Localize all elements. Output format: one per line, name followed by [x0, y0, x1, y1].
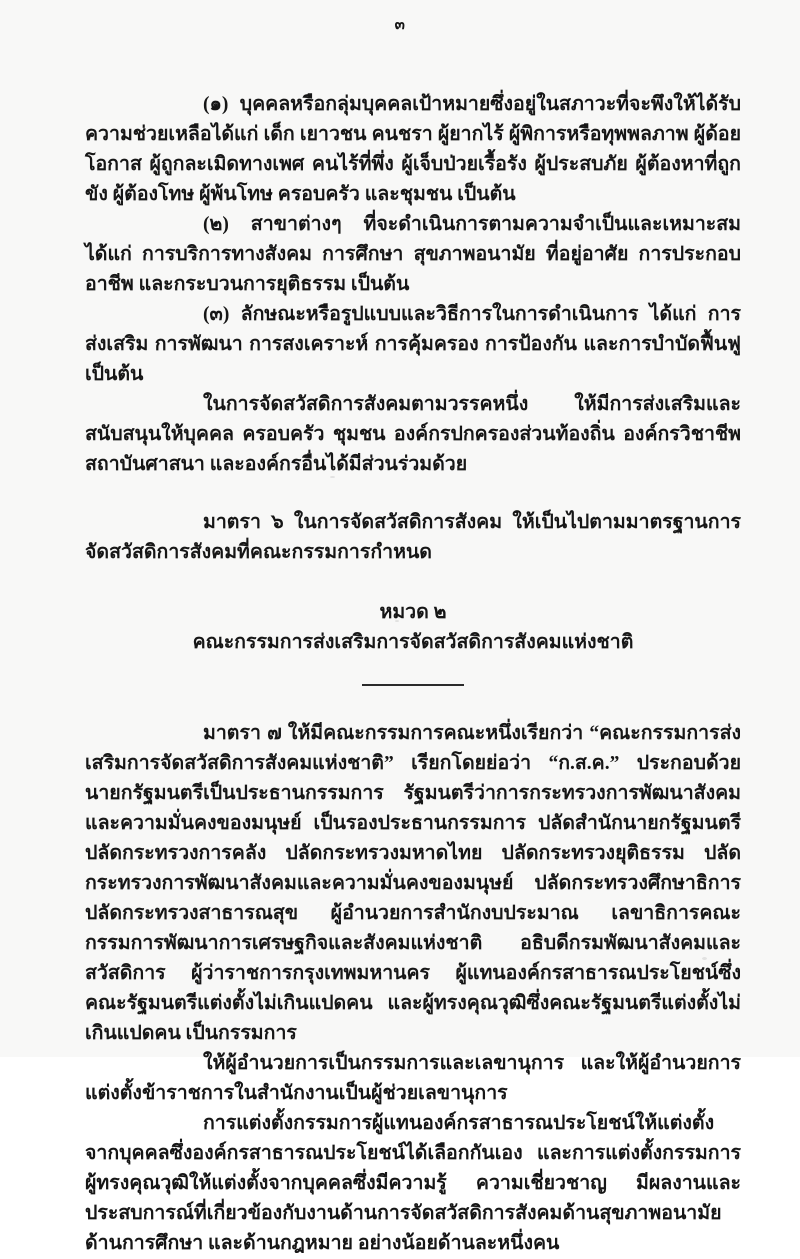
closing-paragraph: ในการจัดสวัสดิการสังคมตามวรรคหนึ่ง ให้มีการส่งเสริมและสนับสนุนให้บุคคล ครอบครัว ชุมชน องค์กรปกครองส่วนท้องถิ่น องค์กรวิชาชีพ สถาบันศาสนา และองค์กรอื่นได้มีส่วนร่วมด้วย	[85, 394, 741, 475]
section-7-paragraph-3: การแต่งตั้งกรรมการผู้แทนองค์กรสาธารณประโยชน์ให้แต่งตั้งจากบุคคลซึ่งองค์กรสาธารณประโยชน์ได้เลือกกันเอง และการแต่งตั้งกรรมการผู้ทรงคุณวุฒิให้แต่งตั้งจากบุคคลซึ่งมีความรู้ ความเชี่ยวชาญ มีผลงานและประสบการณ์ที่เกี่ยวข้องกับงานด้านการจัดสวัสดิการสังคมด้านสุขภาพอนามัย ด้านการศึกษา และด้านกฎหมาย อย่างน้อยด้านละหนึ่งคน	[85, 1113, 741, 1254]
scan-artifact-speck	[395, 620, 399, 622]
scan-artifact-speck	[702, 957, 707, 960]
section-6-paragraph: มาตรา ๖ ในการจัดสวัสดิการสังคม ให้เป็นไปตามมาตรฐานการจัดสวัสดิการสังคมที่คณะกรรมการกำหนด	[85, 512, 741, 563]
section-divider-line	[362, 684, 464, 686]
chapter-title: คณะกรรมการส่งเสริมการจัดสวัสดิการสังคมแห่งชาติ	[192, 632, 634, 653]
clause-2: (๒) สาขาต่างๆ ที่จะดำเนินการตามความจำเป็นและเหมาะสม ได้แก่ การบริการทางสังคม การศึกษา สุขภาพอนามัย ที่อยู่อาศัย การประกอบอาชีพ และกระบวนการยุติธรรม เป็นต้น	[85, 214, 741, 295]
section-7-paragraph-1: มาตรา ๗ ให้มีคณะกรรมการคณะหนึ่งเรียกว่า “คณะกรรมการส่งเสริมการจัดสวัสดิการสังคมแห่งชาติ” เรียกโดยย่อว่า “ก.ส.ค.” ประกอบด้วยนายกรัฐมนตรีเป็นประธานกรรมการ รัฐมนตรีว่าการกระทรวงการพัฒนาสังคมและความมั่นคงของมนุษย์ เป็นรองประธานกรรมการ ปลัดสำนักนายกรัฐมนตรี ปลัดกระทรวงการคลัง ปลัดกระทรวงมหาดไทย ปลัดกระทรวงยุติธรรม ปลัดกระทรวงการพัฒนาสังคมและความมั่นคงของมนุษย์ ปลัดกระทรวงศึกษาธิการ ปลัดกระทรวงสาธารณสุข ผู้อำนวยการสำนักงบประมาณ เลขาธิการคณะกรรมการพัฒนาการเศรษฐกิจและสังคมแห่งชาติ อธิบดีกรมพัฒนาสังคมและสวัสดิการ ผู้ว่าราชการกรุงเทพมหานคร ผู้แทนองค์กรสาธารณประโยชน์ซึ่งคณะรัฐมนตรีแต่งตั้งไม่เกินแปดคน และผู้ทรงคุณวุฒิซึ่งคณะรัฐมนตรีแต่งตั้งไม่เกินแปดคน เป็นกรรมการ	[85, 723, 741, 1044]
chapter-heading: หมวด ๒	[379, 602, 447, 623]
document-body	[85, 90, 741, 1259]
section-7-paragraph-2: ให้ผู้อำนวยการเป็นกรรมการและเลขานุการ และให้ผู้อำนวยการแต่งตั้งข้าราชการในสำนักงานเป็นผู้ช่วยเลขานุการ	[85, 1053, 741, 1104]
scan-artifact-speck	[330, 476, 335, 478]
clause-3: (๓) ลักษณะหรือรูปแบบและวิธีการในการดำเนินการ ได้แก่ การส่งเสริม การพัฒนา การสงเคราะห์ การคุ้มครอง การป้องกัน และการบำบัดฟื้นฟู เป็นต้น	[85, 304, 741, 385]
clause-1: (๑) บุคคลหรือกลุ่มบุคคลเป้าหมายซึ่งอยู่ในสภาวะที่จะพึงให้ได้รับความช่วยเหลือได้แก่ เด็ก เยาวชน คนชรา ผู้ยากไร้ ผู้พิการหรือทุพพลภาพ ผู้ด้อยโอกาส ผู้ถูกละเมิดทางเพศ คนไร้ที่พึ่ง ผู้เจ็บป่วยเรื้อรัง ผู้ประสบภัย ผู้ต้องหาที่ถูกขัง ผู้ต้องโทษ ผู้พ้นโทษ ครอบครัว และชุมชน เป็นต้น	[85, 94, 741, 205]
scan-artifact-speck	[714, 992, 718, 994]
page-number: ๓	[394, 17, 406, 33]
